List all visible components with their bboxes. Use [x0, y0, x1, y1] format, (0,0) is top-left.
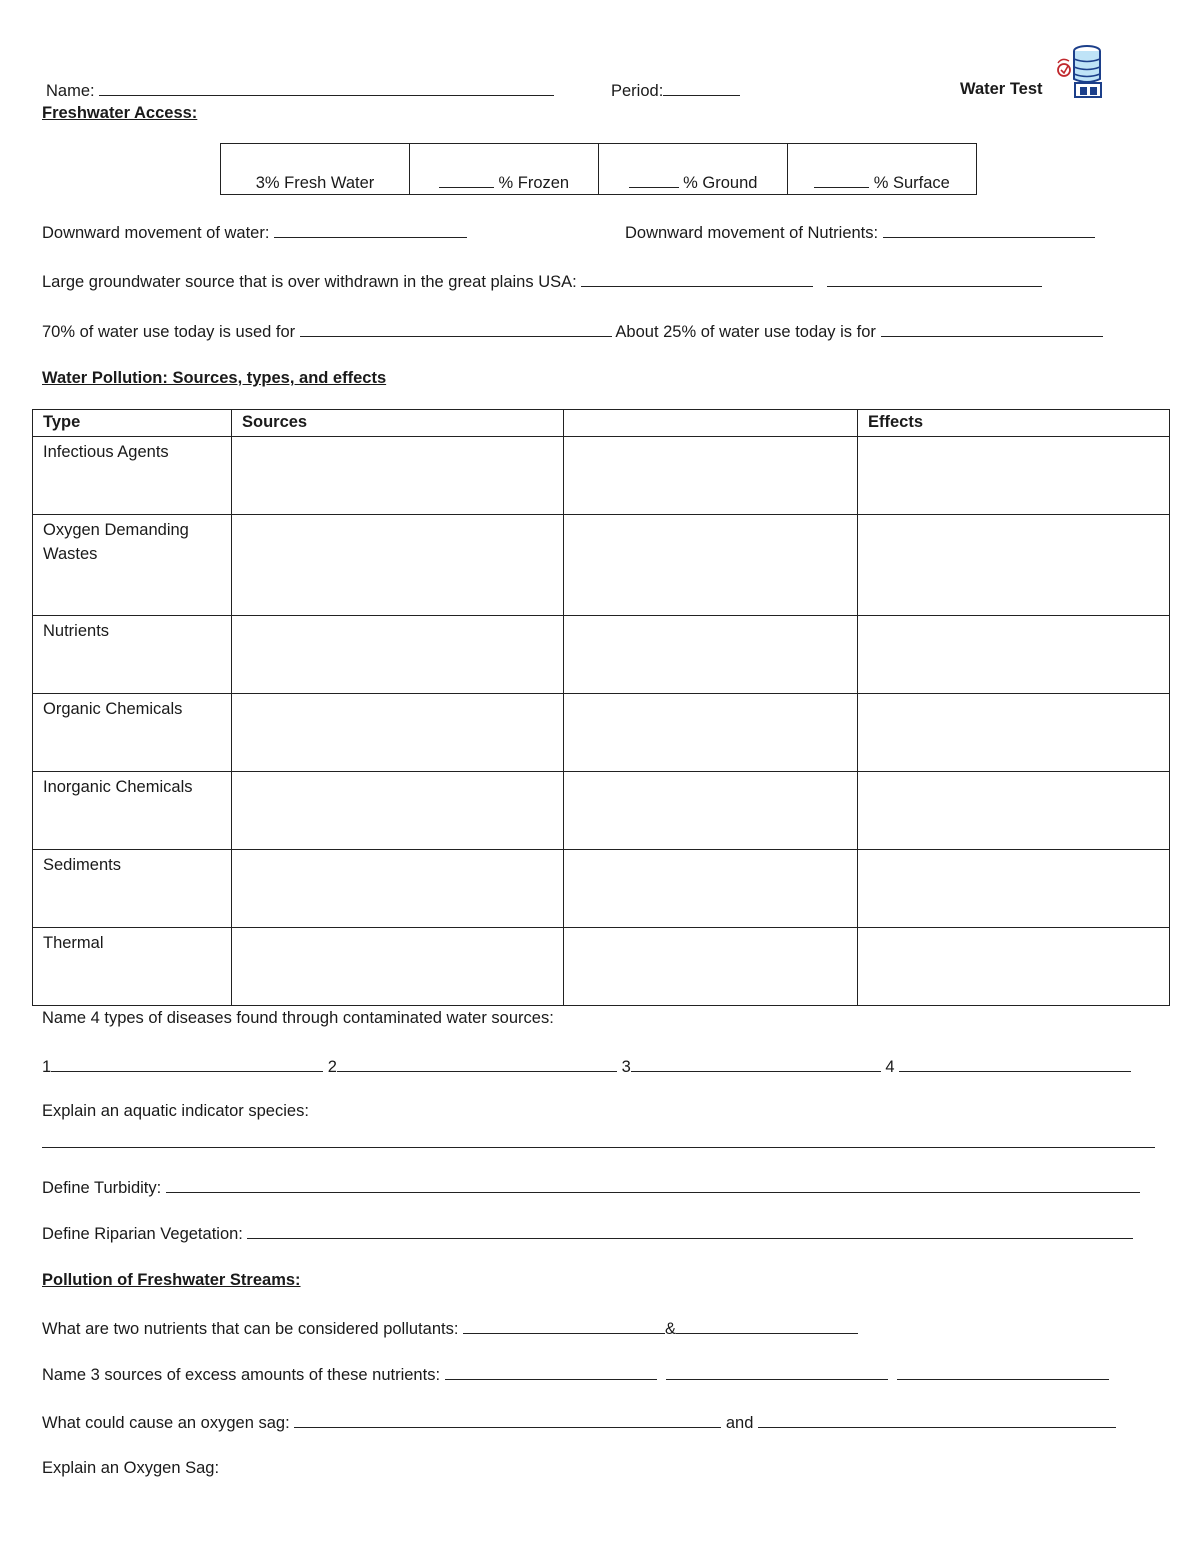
period-label: Period: — [611, 82, 664, 100]
riparian-field[interactable] — [247, 1223, 1133, 1239]
turbidity-field[interactable] — [166, 1177, 1140, 1193]
fresh-water-box: 3% Fresh Water — [221, 144, 410, 195]
pollution-table — [32, 409, 1170, 1006]
indicator-prompt: Explain an aquatic indicator species: — [42, 1102, 309, 1120]
type-cell: Thermal — [33, 928, 232, 1006]
streams-heading: Pollution of Freshwater Streams: — [42, 1271, 301, 1289]
sources-cell[interactable] — [232, 694, 564, 772]
downward-water-row: Downward movement of water: — [42, 222, 467, 243]
turbidity-row: Define Turbidity: — [42, 1177, 1140, 1198]
surface-field[interactable] — [814, 171, 869, 188]
effects-cell[interactable] — [858, 694, 1170, 772]
page-title: Water Test — [960, 80, 1043, 98]
column-header-type: Type — [33, 410, 232, 437]
table-row — [33, 694, 1170, 772]
period-field[interactable] — [663, 80, 740, 96]
effects-cell[interactable] — [858, 772, 1170, 850]
sources-cell[interactable] — [232, 928, 564, 1006]
name-label: Name: — [46, 82, 95, 100]
ground-field[interactable] — [629, 171, 679, 188]
middle-cell[interactable] — [564, 772, 858, 850]
sources-cell[interactable] — [232, 850, 564, 928]
diseases-prompt: Name 4 types of diseases found through contaminated water sources: — [42, 1009, 554, 1027]
type-cell: Inorganic Chemicals — [33, 772, 232, 850]
table-row — [33, 772, 1170, 850]
effects-cell[interactable] — [858, 515, 1170, 616]
middle-cell[interactable] — [564, 928, 858, 1006]
type-cell: Infectious Agents — [33, 437, 232, 515]
name-field[interactable] — [99, 80, 554, 96]
explain-sag-prompt: Explain an Oxygen Sag: — [42, 1459, 220, 1477]
use70-field[interactable] — [300, 321, 612, 337]
nutrient-field-2[interactable] — [676, 1318, 858, 1334]
name-row — [46, 80, 554, 101]
source-field-2[interactable] — [666, 1364, 888, 1380]
disease-field-2[interactable] — [337, 1056, 617, 1072]
sag-field-2[interactable] — [758, 1412, 1116, 1428]
sources-cell[interactable] — [232, 515, 564, 616]
sources-row: Name 3 sources of excess amounts of these nutrients: — [42, 1364, 1109, 1385]
column-header-blank — [564, 410, 858, 437]
water-use-row: 70% of water use today is used for About 25% of water use today is for — [42, 321, 1103, 342]
freshwater-boxes — [220, 143, 977, 195]
frozen-field[interactable] — [439, 171, 494, 188]
freshwater-heading: Freshwater Access: — [42, 104, 198, 122]
column-header-effects: Effects — [858, 410, 1170, 437]
sources-cell[interactable] — [232, 772, 564, 850]
downward-nutrients-field[interactable] — [883, 222, 1095, 238]
table-row — [33, 437, 1170, 515]
type-cell: Oxygen Demanding Wastes — [33, 515, 232, 616]
groundwater-field-2[interactable] — [827, 271, 1042, 287]
pollution-heading: Water Pollution: Sources, types, and effects — [42, 369, 387, 387]
type-cell: Sediments — [33, 850, 232, 928]
indicator-field[interactable] — [42, 1132, 1155, 1153]
effects-cell[interactable] — [858, 928, 1170, 1006]
table-header-row — [33, 410, 1170, 437]
disease-field-1[interactable] — [51, 1056, 323, 1072]
source-field-1[interactable] — [445, 1364, 657, 1380]
effects-cell[interactable] — [858, 850, 1170, 928]
effects-cell[interactable] — [858, 437, 1170, 515]
table-row — [33, 850, 1170, 928]
disease-field-3[interactable] — [631, 1056, 881, 1072]
table-row — [33, 928, 1170, 1006]
nutrient-field-1[interactable] — [463, 1318, 665, 1334]
sources-cell[interactable] — [232, 616, 564, 694]
frozen-box: % Frozen — [410, 144, 599, 195]
downward-water-field[interactable] — [274, 222, 467, 238]
middle-cell[interactable] — [564, 437, 858, 515]
table-row — [33, 515, 1170, 616]
nutrients-row: What are two nutrients that can be considered pollutants: & — [42, 1318, 858, 1339]
water-cooler-icon — [1055, 43, 1107, 99]
table-row — [33, 616, 1170, 694]
groundwater-row: Large groundwater source that is over withdrawn in the great plains USA: — [42, 271, 1042, 292]
diseases-row: 1 2 3 4 — [42, 1056, 1131, 1077]
sources-cell[interactable] — [232, 437, 564, 515]
disease-field-4[interactable] — [899, 1056, 1131, 1072]
use25-field[interactable] — [881, 321, 1103, 337]
riparian-row: Define Riparian Vegetation: — [42, 1223, 1133, 1244]
type-cell: Organic Chemicals — [33, 694, 232, 772]
middle-cell[interactable] — [564, 694, 858, 772]
middle-cell[interactable] — [564, 850, 858, 928]
source-field-3[interactable] — [897, 1364, 1109, 1380]
downward-nutrients-row: Downward movement of Nutrients: — [625, 222, 1095, 243]
effects-cell[interactable] — [858, 616, 1170, 694]
surface-box: % Surface — [788, 144, 977, 195]
sag-field-1[interactable] — [294, 1412, 721, 1428]
middle-cell[interactable] — [564, 515, 858, 616]
column-header-sources: Sources — [232, 410, 564, 437]
middle-cell[interactable] — [564, 616, 858, 694]
groundwater-field-1[interactable] — [581, 271, 813, 287]
sag-row: What could cause an oxygen sag: and — [42, 1412, 1116, 1433]
type-cell: Nutrients — [33, 616, 232, 694]
period-row — [611, 80, 740, 101]
ground-box: % Ground — [599, 144, 788, 195]
